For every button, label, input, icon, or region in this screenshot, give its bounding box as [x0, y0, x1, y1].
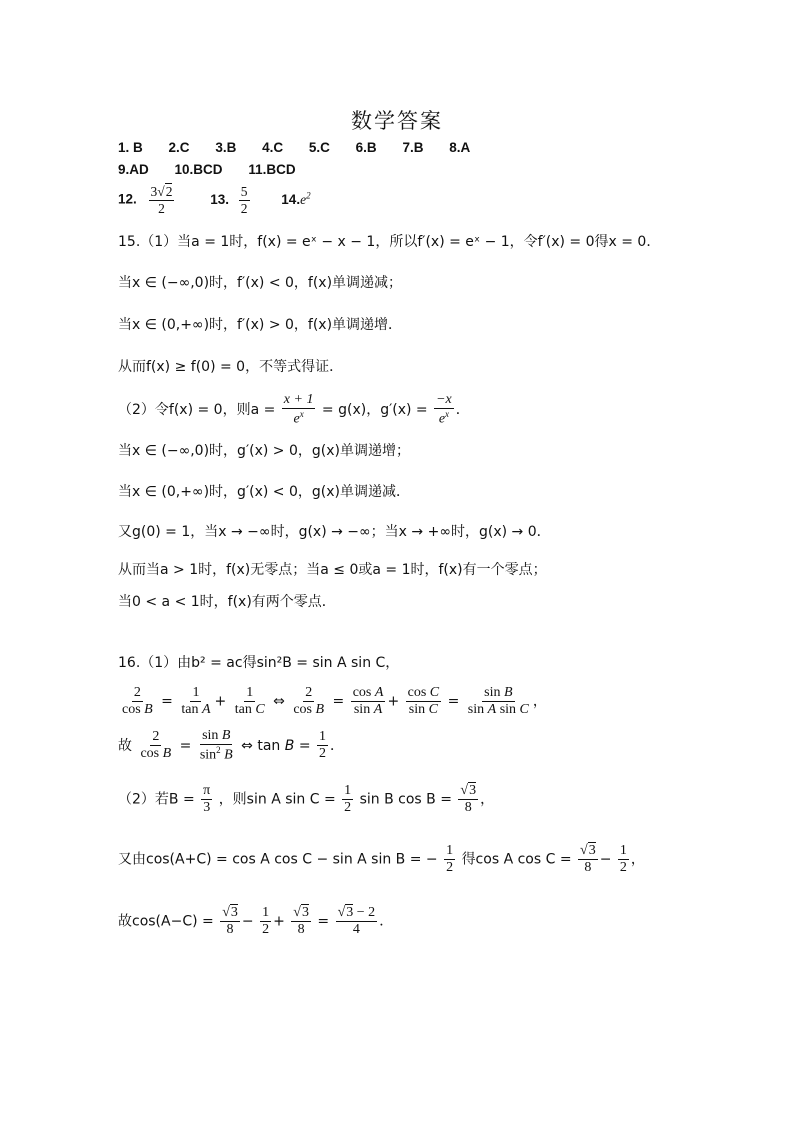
answer-12-label: 12. [118, 191, 137, 207]
frac-cosA-over-sinA: $\frac{\text{cos A}}{\text{sin A}}$ [352, 685, 384, 718]
q16-line-4: （2）若B = $\frac{\pi}{3}$ ，则sin A sin C = $\frac{1}{2}$ sin B cos B = $\frac{√3}{8}$ ， [118, 783, 495, 816]
fraction-neg-x-over-ex: $\frac{-x}{e^x}$ [436, 392, 452, 427]
frac-sinB-over-sinAsinC: $\frac{\text{sin B}}{\text{sin A sin C}}$ [467, 685, 529, 718]
frac-sqrt3-over-8: $\frac{√3}{8}$ [460, 783, 477, 816]
answer-12-value: $\frac{3√2}{2}$ [150, 184, 173, 216]
frac-2-over-cosB: $\frac{2}{\text{cos B}}$ [122, 685, 153, 718]
period: ． [455, 401, 470, 418]
q15-line-5 [118, 392, 470, 428]
frac-sqrt3-over-8-d: $\frac{√3}{8}$ [293, 905, 309, 938]
frac-pi-over-3: $\frac{\pi}{3}$ [203, 783, 211, 816]
frac-sinB-over-sin2B: $\frac{\text{sin B}}{\sin^2 B}$ [199, 728, 233, 763]
q15-line-5-prefix: （2）令f(x) = 0，则a = [118, 401, 276, 418]
q15-line-4: 从而f(x) ≥ f(0) = 0，不等式得证． [118, 359, 344, 375]
q16-line-5-mid: 得cos A cos C = [461, 851, 572, 868]
frac-2-over-cosB-c: $\frac{2}{\text{cos B}}$ [140, 729, 172, 762]
answer-14-label: 14. [281, 191, 301, 207]
answer-10: 10.BCD [174, 162, 223, 177]
q15-line-7: 当x ∈ (0,+∞)时，g′(x) < 0，g(x)单调递减． [118, 484, 410, 500]
q16-line-6-prefix: 故cos(A−C) = [118, 913, 214, 930]
page-title: 数学答案 [351, 109, 443, 133]
answer-14-value: $e^2$ [300, 190, 311, 207]
answer-4: 4.C [262, 140, 284, 155]
frac-1-over-2-c: $\frac{1}{2}$ [446, 843, 454, 876]
answer-5: 5.C [308, 140, 330, 155]
answer-9: 9.AD [118, 162, 149, 177]
q15-line-9: 从而当a > 1时，f(x)无零点；当a ≤ 0或a = 1时，f(x)有一个零点； [118, 562, 547, 578]
q15-line-6: 当x ∈ (−∞,0)时，g′(x) > 0，g(x)单调递增； [118, 443, 410, 459]
answer-row-2 [118, 162, 318, 177]
answer-row-1 [118, 140, 492, 155]
answer-6: 6.B [355, 140, 377, 155]
q16-line-4-mid: ，则sin A sin C = [218, 791, 336, 808]
answer-7: 7.B [402, 140, 424, 155]
q15-line-1: 15.（1）当a = 1时，f(x) = eˣ − x − 1，所以f′(x) = eˣ − 1，令f′(x) = 0得x = 0． [118, 234, 661, 250]
q16-line-4-mid2: sin B cos B = [359, 791, 452, 808]
frac-1-over-2-e: $\frac{1}{2}$ [262, 905, 270, 938]
answer-8: 8.A [449, 140, 471, 155]
q16-line-5-prefix: 又由cos(A+C) = cos A cos C − sin A sin B = − [118, 851, 438, 868]
frac-2-over-cosB-b: $\frac{2}{\text{cos B}}$ [293, 685, 325, 718]
answer-13-label: 13. [210, 191, 230, 207]
answer-11: 11.BCD [248, 162, 296, 177]
frac-1-over-tanC: $\frac{1}{\text{tan C}}$ [234, 685, 265, 718]
answer-13-value: $\frac{5}{2}$ [240, 184, 248, 216]
q16-line-3: 故 $\frac{2}{\text{cos B}}$ = $\frac{\text{sin B}}{\sin^2 B}$ ⇔ tan B = $\frac{1}{2}$ ． [118, 728, 345, 763]
q16-line-6: 故cos(A−C) = $\frac{√3}{8}$ − $\frac{1}{2}$ + $\frac{√3}{8}$ = $\frac{√3 - 2}{4}$ ． [118, 905, 394, 938]
q15-line-2: 当x ∈ (−∞,0)时，f′(x) < 0，f(x)单调递减； [118, 275, 403, 291]
q15-line-10: 当0 < a < 1时，f(x)有两个零点． [118, 594, 336, 610]
fraction-x-plus-1-over-ex: $\frac{x + 1}{e^x}$ [283, 392, 314, 427]
q16-line-2: $\frac{2}{\text{cos B}}$ = $\frac{1}{\text{tan A}}$ + $\frac{1}{\text{tan C}}$ ⇔ $\frac{2}{\text{cos B}}$ = $\frac{\text{cos A}}{\text{sin A}}$ + $\frac{\text{cos C}}{\text{sin C}}$ = $\frac{\text{sin B}}{\text{sin A sin C}}$ ， [122, 685, 547, 718]
frac-sqrt3-over-8-b: $\frac{√3}{8}$ [580, 843, 596, 876]
answer-row-3 [118, 184, 311, 216]
frac-cosC-over-sinC: $\frac{\text{cos C}}{\text{sin C}}$ [407, 685, 440, 718]
frac-sqrt3-minus-2-over-4: $\frac{√3 - 2}{4}$ [337, 905, 376, 938]
frac-1-over-2-b: $\frac{1}{2}$ [344, 783, 352, 816]
q15-line-5-mid-text: = g(x)，g′(x) = [321, 401, 428, 418]
frac-1-over-tanA: $\frac{1}{\text{tan A}}$ [181, 685, 211, 718]
q16-line-1: 16.（1）由b² = ac得sin²B = sin A sin C， [118, 655, 400, 671]
q15-line-8: 又g(0) = 1，当x → −∞时，g(x) → −∞；当x → +∞时，g(x) → 0． [118, 524, 551, 540]
answer-2: 2.C [168, 140, 190, 155]
q15-line-3: 当x ∈ (0,+∞)时，f′(x) > 0，f(x)单调递增． [118, 317, 403, 333]
frac-1-over-2: $\frac{1}{2}$ [319, 729, 327, 762]
frac-sqrt3-over-8-c: $\frac{√3}{8}$ [222, 905, 238, 938]
answer-3: 3.B [215, 140, 237, 155]
frac-1-over-2-d: $\frac{1}{2}$ [619, 843, 627, 876]
q16-line-4-prefix: （2）若B = [118, 791, 195, 808]
q16-line-5: 又由cos(A+C) = cos A cos C − sin A sin B = − $\frac{1}{2}$ 得cos A cos C = $\frac{√3}{8}$ − $\frac{1}{2}$ ， [118, 843, 645, 876]
q16-line-3-prefix: 故 [118, 737, 132, 754]
answer-1: 1. B [118, 140, 143, 155]
